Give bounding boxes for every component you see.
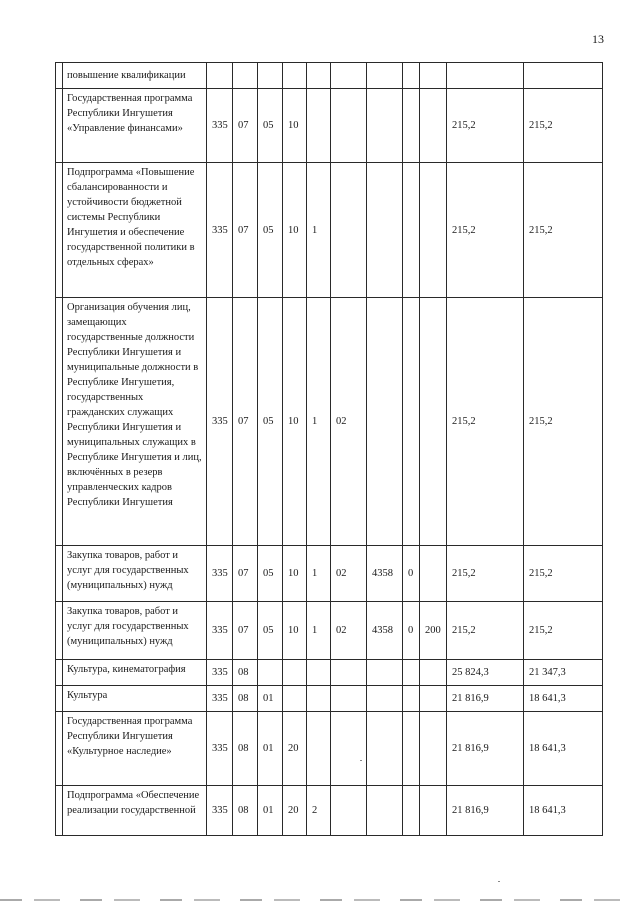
item-name-cell: Организация обучения лиц, замещающих государственные должности Республики Ингушетия и муниципальные должности в Республике Ингушетия, государственных гражданских служащих Республики Ингушетия и муниципальных служащих в Республике Ингушетия и лиц, включённых в резерв управленческих кадров Республики Ингушетия: [63, 298, 207, 546]
amount-cell: 215,2: [524, 298, 603, 546]
code-cell: [420, 298, 447, 546]
row-margin-cell: [56, 298, 63, 546]
code-cell: 07: [233, 546, 258, 602]
table-row: [56, 686, 603, 712]
code-cell: 08: [233, 786, 258, 836]
table-row: [56, 89, 603, 163]
item-name-cell: Государственная программа Республики Ингушетия «Управление финансами»: [63, 89, 207, 163]
page-number: 13: [592, 32, 604, 46]
row-margin-cell: [56, 546, 63, 602]
code-cell: 335: [207, 660, 233, 686]
table-row: [56, 546, 603, 602]
item-name-cell: повышение квалификации: [63, 63, 207, 89]
code-cell: [283, 686, 307, 712]
code-cell: [258, 660, 283, 686]
row-margin-cell: [56, 63, 63, 89]
amount-cell: 215,2: [524, 89, 603, 163]
code-cell: [331, 712, 367, 786]
row-margin-cell: [56, 602, 63, 660]
code-cell: 2: [307, 786, 331, 836]
code-cell: 335: [207, 163, 233, 298]
amount-cell: 25 824,3: [447, 660, 524, 686]
row-margin-cell: [56, 660, 63, 686]
code-cell: [367, 63, 403, 89]
code-cell: [367, 786, 403, 836]
item-name-cell: Подпрограмма «Повышение сбалансированности и устойчивости бюджетной системы Республики Ингушетия и обеспечение государственной политики в отдельных сферах»: [63, 163, 207, 298]
amount-cell: 215,2: [447, 163, 524, 298]
code-cell: 200: [420, 602, 447, 660]
code-cell: [367, 686, 403, 712]
code-cell: 01: [258, 712, 283, 786]
code-cell: 20: [283, 712, 307, 786]
table-row: [56, 298, 603, 546]
code-cell: [367, 712, 403, 786]
code-cell: 07: [233, 89, 258, 163]
amount-cell: 215,2: [524, 546, 603, 602]
code-cell: 1: [307, 163, 331, 298]
table-row: [56, 602, 603, 660]
amount-cell: 21 347,3: [524, 660, 603, 686]
amount-cell: 21 816,9: [447, 686, 524, 712]
code-cell: 08: [233, 686, 258, 712]
code-cell: 10: [283, 298, 307, 546]
code-cell: 05: [258, 602, 283, 660]
code-cell: 05: [258, 163, 283, 298]
code-cell: [403, 660, 420, 686]
table-row: [56, 163, 603, 298]
code-cell: [307, 686, 331, 712]
amount-cell: 215,2: [524, 602, 603, 660]
table-row: [56, 786, 603, 836]
scan-edge: [0, 899, 640, 901]
code-cell: 335: [207, 602, 233, 660]
item-name-cell: Подпрограмма «Обеспечение реализации государственной: [63, 786, 207, 836]
code-cell: 10: [283, 546, 307, 602]
code-cell: [307, 712, 331, 786]
code-cell: [403, 298, 420, 546]
code-cell: [307, 63, 331, 89]
code-cell: 1: [307, 298, 331, 546]
item-name-cell: Закупка товаров, работ и услуг для государственных (муниципальных) нужд: [63, 546, 207, 602]
amount-cell: 215,2: [524, 163, 603, 298]
item-name-cell: Культура: [63, 686, 207, 712]
amount-cell: 18 641,3: [524, 712, 603, 786]
code-cell: [420, 63, 447, 89]
code-cell: 01: [258, 686, 283, 712]
code-cell: 05: [258, 89, 283, 163]
code-cell: 1: [307, 546, 331, 602]
code-cell: 20: [283, 786, 307, 836]
amount-cell: 18 641,3: [524, 686, 603, 712]
code-cell: 4358: [367, 602, 403, 660]
item-name-cell: Культура, кинематография: [63, 660, 207, 686]
code-cell: 08: [233, 712, 258, 786]
code-cell: [233, 63, 258, 89]
amount-cell: [524, 63, 603, 89]
amount-cell: 18 641,3: [524, 786, 603, 836]
code-cell: 335: [207, 89, 233, 163]
code-cell: [331, 89, 367, 163]
table-row: [56, 63, 603, 89]
row-margin-cell: [56, 712, 63, 786]
code-cell: [367, 163, 403, 298]
code-cell: 1: [307, 602, 331, 660]
code-cell: 07: [233, 163, 258, 298]
code-cell: 10: [283, 89, 307, 163]
code-cell: 335: [207, 712, 233, 786]
code-cell: [367, 298, 403, 546]
row-margin-cell: [56, 786, 63, 836]
code-cell: [403, 63, 420, 89]
budget-table: [55, 62, 603, 836]
code-cell: 335: [207, 546, 233, 602]
code-cell: 05: [258, 546, 283, 602]
amount-cell: 215,2: [447, 602, 524, 660]
code-cell: [367, 89, 403, 163]
code-cell: 02: [331, 546, 367, 602]
code-cell: [307, 660, 331, 686]
code-cell: 335: [207, 298, 233, 546]
code-cell: 0: [403, 602, 420, 660]
code-cell: 4358: [367, 546, 403, 602]
code-cell: [331, 786, 367, 836]
code-cell: [331, 686, 367, 712]
amount-cell: 215,2: [447, 298, 524, 546]
code-cell: [331, 63, 367, 89]
code-cell: [403, 89, 420, 163]
code-cell: [420, 686, 447, 712]
code-cell: [367, 660, 403, 686]
code-cell: [207, 63, 233, 89]
code-cell: 07: [233, 602, 258, 660]
amount-cell: 21 816,9: [447, 786, 524, 836]
item-name-cell: Закупка товаров, работ и услуг для государственных (муниципальных) нужд: [63, 602, 207, 660]
code-cell: [420, 786, 447, 836]
code-cell: [403, 686, 420, 712]
code-cell: [403, 712, 420, 786]
code-cell: 08: [233, 660, 258, 686]
code-cell: 05: [258, 298, 283, 546]
code-cell: 10: [283, 163, 307, 298]
code-cell: [420, 546, 447, 602]
table-row: [56, 712, 603, 786]
row-margin-cell: [56, 686, 63, 712]
amount-cell: 21 816,9: [447, 712, 524, 786]
amount-cell: 215,2: [447, 89, 524, 163]
code-cell: [420, 712, 447, 786]
code-cell: 01: [258, 786, 283, 836]
amount-cell: [447, 63, 524, 89]
item-name-cell: Государственная программа Республики Ингушетия «Культурное наследие»: [63, 712, 207, 786]
code-cell: [283, 660, 307, 686]
code-cell: [258, 63, 283, 89]
row-margin-cell: [56, 89, 63, 163]
amount-cell: 215,2: [447, 546, 524, 602]
code-cell: [283, 63, 307, 89]
code-cell: [331, 660, 367, 686]
code-cell: [420, 660, 447, 686]
code-cell: [331, 163, 367, 298]
code-cell: 02: [331, 602, 367, 660]
code-cell: [403, 163, 420, 298]
code-cell: 335: [207, 686, 233, 712]
code-cell: 0: [403, 546, 420, 602]
code-cell: [420, 89, 447, 163]
code-cell: 335: [207, 786, 233, 836]
code-cell: 02: [331, 298, 367, 546]
row-margin-cell: [56, 163, 63, 298]
code-cell: [307, 89, 331, 163]
code-cell: 10: [283, 602, 307, 660]
table-row: [56, 660, 603, 686]
code-cell: [403, 786, 420, 836]
code-cell: [420, 163, 447, 298]
code-cell: 07: [233, 298, 258, 546]
